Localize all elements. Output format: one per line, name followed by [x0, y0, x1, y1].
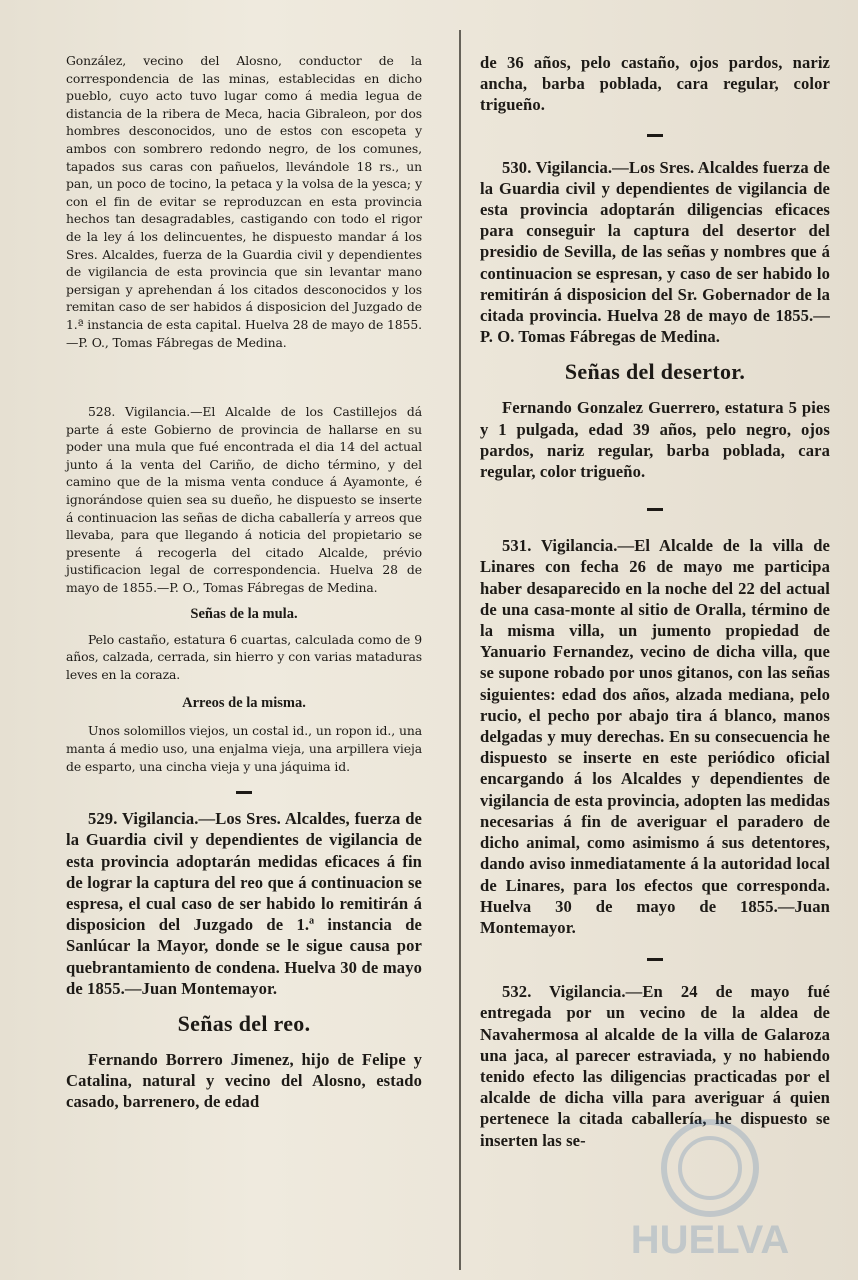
mula-description: Pelo castaño, estatura 6 cuartas, calculada como de 9 años, calzada, cerrada, sin hierro y con varias mataduras leves en la coraza.	[66, 631, 422, 682]
heading-senas-mula: Señas de la mula.	[190, 605, 298, 622]
heading-senas-desertor: Señas del desertor.	[564, 359, 746, 385]
heading-senas-reo: Señas del reo.	[177, 1011, 311, 1037]
column-divider	[459, 30, 461, 1270]
watermark-text: HUELVA	[630, 1218, 790, 1262]
desertor-description: Fernando Gonzalez Guerrero, estatura 5 pies y 1 pulgada, edad 39 años, pelo negro, ojos pardos, nariz regular, barba poblada, cara regular, color trigueño.	[480, 398, 830, 482]
article-528: 528. Vigilancia.—El Alcalde de los Castillejos dá parte á este Gobierno de provincia de hallarse en su poder una mula que fué encontrada el dia 14 del actual junto á la venta del Cariño, de dicho término, y del camino que de la misma venta conduce á Ayamonte, é ignorándose quien sea su dueño, he dispuesto se inserte á continuacion las señas de dicha caballería y arreos que llevaba, para que llegando á noticia del propietario se presente á recogerla del citado Alcalde, prévio justificacion legal de correspondencia. Huelva 28 de mayo de 1855.—P. O., Tomas Fábregas de Medina.	[66, 404, 422, 596]
seal-watermark-icon	[580, 1108, 840, 1268]
article-527-continuation: González, vecino del Alosno, conductor de la correspondencia de las minas, establecidas en dicho pueblo, cuyo acto tuvo lugar como á media legua de distancia de la ribera de Meca, hacia Gibraleon, por dos hombres desconocidos, uno de estos con escopeta y ambos con sombrero redondo negro, de los comunes, tapados sus caras con pañuelos, llevándole 18 rs., un pan, un poco de tocino, la petaca y la volsa de la yesca; y con el fin de evitar se reproduzcan en esta provincia hechos tan desagradables, castigando con todo el rigor de la ley á los delincuentes, he dispuesto mandar á los Sres. Alcaldes, fuerza de la Guardia civil y dependientes de vigilancia de esta provincia que sin levantar mano persigan y aprehendan á los citados desconocidos y los remitan caso de ser habidos á disposicion del Juzgado de 1.ª instancia de esta capital. Huelva 28 de mayo de 1855.—P. O., Tomas Fábregas de Medina.	[66, 53, 422, 350]
article-530: 530. Vigilancia.—Los Sres. Alcaldes fuerza de la Guardia civil y dependientes de vigilancia de esta provincia adoptarán diligencias eficaces para conseguir la captura del desertor del presidio de Sevilla, de las señas y nombres que á continuacion se espresan, y caso de ser habido lo remitirán á disposicion del Sr. Gobernador de la citada provincia. Huelva 28 de mayo de 1855.—P. O. Tomas Fábregas de Medina.	[480, 157, 830, 347]
article-532: 532. Vigilancia.—En 24 de mayo fué entregada por un vecino de la aldea de Navahermosa al alcalde de la villa de Galaroza una jaca, al parecer estraviada, y no habiendo tenido efecto las diligencias practicadas por el alcalde de dicha villa para averiguar á quien pertenece la citada caballería, he dispuesto se inserten las se-	[480, 982, 830, 1150]
right-column	[480, 52, 830, 1151]
heading-arreos: Arreos de la misma.	[182, 695, 306, 712]
arreos-description: Unos solomillos viejos, un costal id., un ropon id., una manta á medio uso, una enjalma vieja, una arpillera vieja de esparto, una cincha vieja y una jáquima id.	[66, 723, 422, 774]
article-531: 531. Vigilancia.—El Alcalde de la villa de Linares con fecha 26 de mayo me participa haber desaparecido en la noche del 22 del actual de una casa-monte al sitio de Oralla, término de la misma villa, un jumento propiedad de Yanuario Fernandez, vecino de dicha villa, que se supone robado por unos gitanos, con las señas siguientes: edad dos años, alzada mediana, pelo rucio, el pecho por abajo tira á blanco, manos delgadas y muy derechas. En su consecuencia he dispuesto se inserte en este periódico oficial encargando á los Alcaldes y dependientes de vigilancia de esta provincia, adopten las medidas necesarias á fin de averiguar el paradero de dicho animal, como asimismo á sus detentores, dando aviso inmediatamente á la autoridad local de Linares, para los efectos que corresponda. Huelva 30 de mayo de 1855.—Juan Montemayor.	[480, 536, 830, 937]
reo-description: Fernando Borrero Jimenez, hijo de Felipe y Catalina, natural y vecino del Alosno, estado casado, barrenero, de edad	[66, 1050, 422, 1112]
left-column	[66, 52, 422, 1113]
reo-description-continuation: de 36 años, pelo castaño, ojos pardos, nariz ancha, barba poblada, cara regular, color trigueño.	[480, 53, 830, 115]
article-529: 529. Vigilancia.—Los Sres. Alcaldes, fuerza de la Guardia civil y dependientes de vigilancia de esta provincia adoptarán medidas eficaces á fin de lograr la captura del reo que á continuacion se espresa, el cual caso de ser habido lo remitirán á disposicion del Juzgado de 1.ª instancia de Sanlúcar la Mayor, donde se le sigue causa por quebrantamiento de condena. Huelva 30 de mayo de 1855.—Juan Montemayor.	[66, 809, 422, 998]
